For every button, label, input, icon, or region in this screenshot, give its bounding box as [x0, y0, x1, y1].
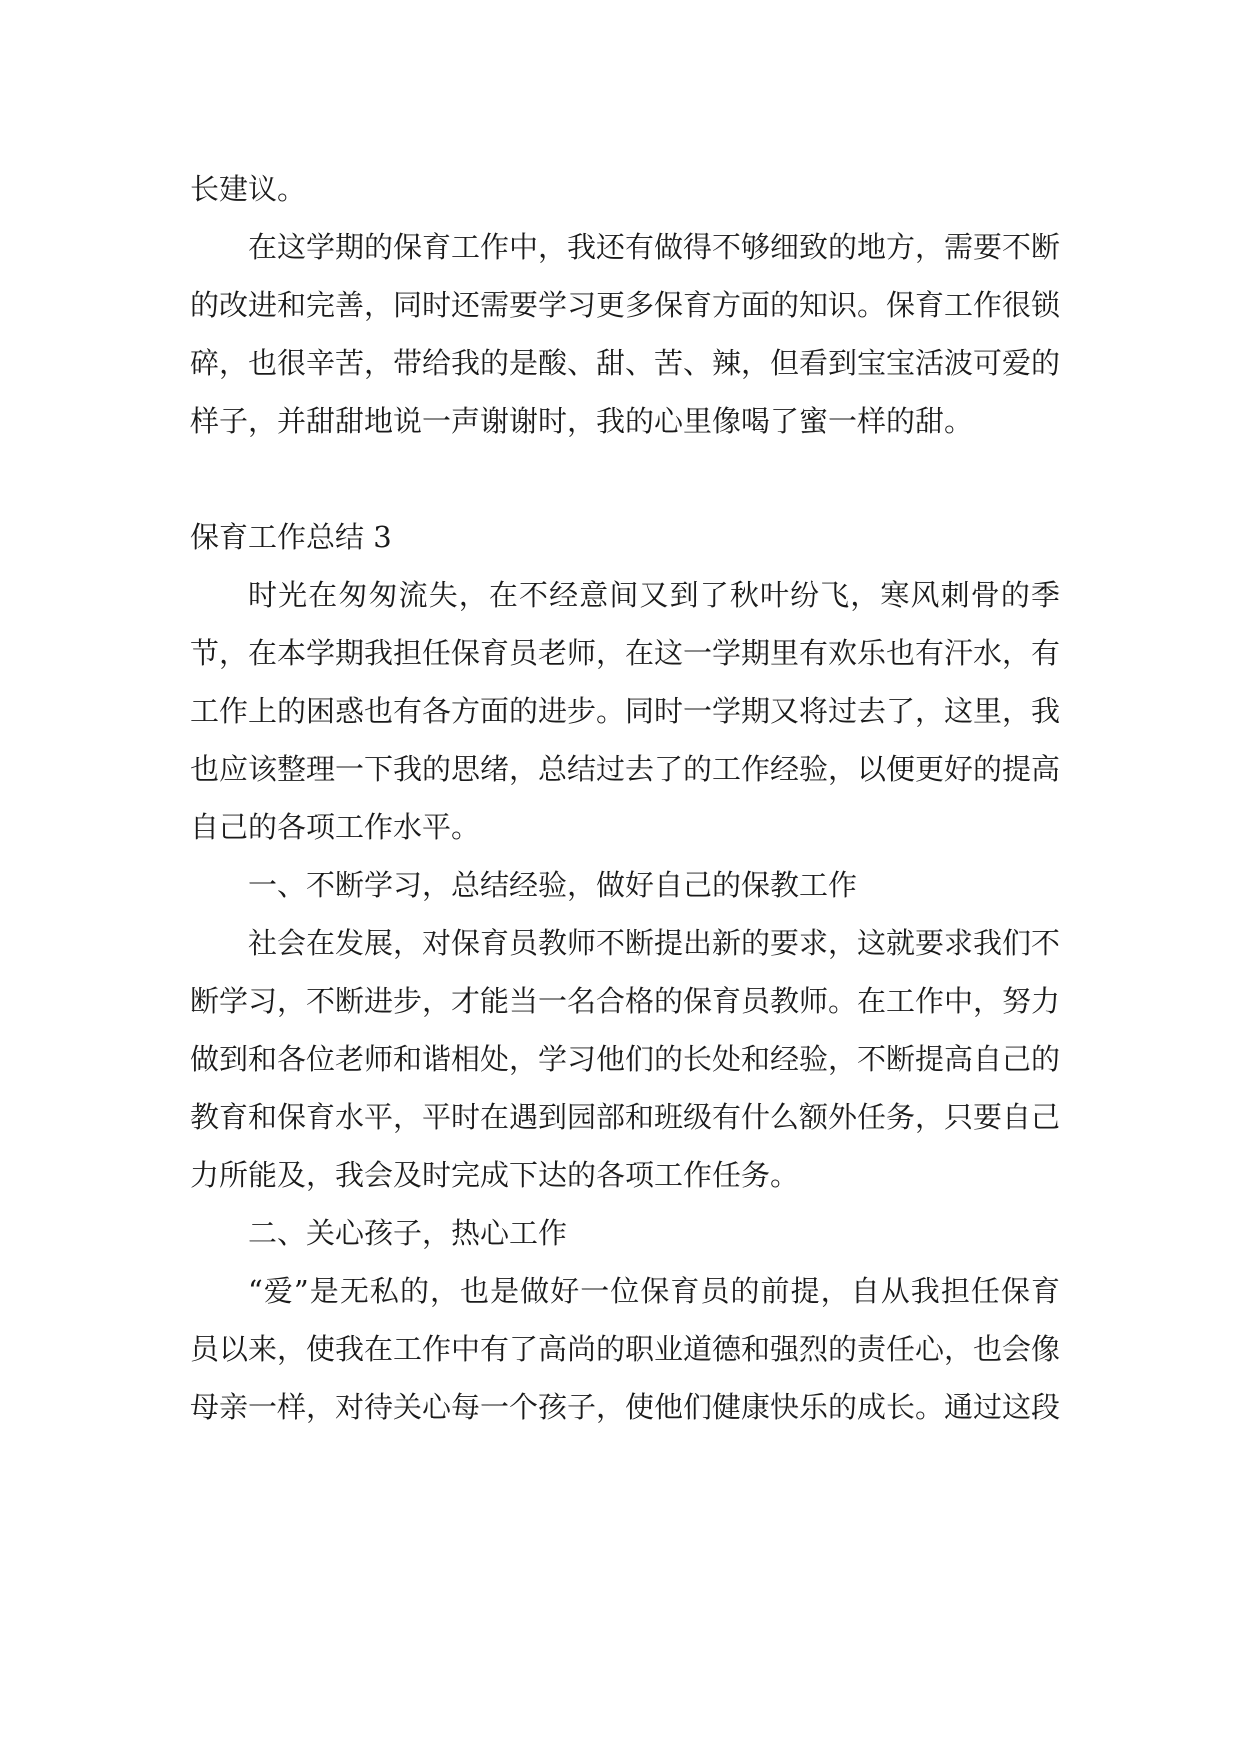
section-spacer — [190, 450, 1060, 508]
section-title: 保育工作总结 3 — [190, 520, 392, 554]
document-body — [190, 160, 1060, 1436]
paragraph-continuation: 长建议。 — [190, 172, 307, 206]
paragraph-intro: 时光在匆匆流失，在不经意间又到了秋叶纷飞，寒风刺骨的季节，在本学期我担任保育员老师，在这一学期里有欢乐也有汗水，有工作上的困惑也有各方面的进步。同时一学期又将过去了，这里，我也应该整理一下我的思绪，总结过去了的工作经验，以便更好的提高自己的各项工作水平。 — [190, 578, 1061, 844]
subheading-learning: 一、不断学习，总结经验，做好自己的保教工作 — [248, 868, 858, 902]
paragraph-improvement: 在这学期的保育工作中，我还有做得不够细致的地方，需要不断的改进和完善，同时还需要学习更多保育方面的知识。保育工作很锁碎，也很辛苦，带给我的是酸、甜、苦、辣，但看到宝宝活波可爱的样子，并甜甜地说一声谢谢时，我的心里像喝了蜜一样的甜。 — [190, 230, 1061, 438]
paragraph-learning: 社会在发展，对保育员教师不断提出新的要求，这就要求我们不断学习，不断进步，才能当一名合格的保育员教师。在工作中，努力做到和各位老师和谐相处，学习他们的长处和经验，不断提高自己的教育和保育水平，平时在遇到园部和班级有什么额外任务，只要自己力所能及，我会及时完成下达的各项工作任务。 — [190, 926, 1061, 1192]
paragraph-caring: “爱”是无私的，也是做好一位保育员的前提，自从我担任保育员以来，使我在工作中有了高尚的职业道德和强烈的责任心，也会像母亲一样，对待关心每一个孩子，使他们健康快乐的成长。通过这段 — [190, 1274, 1061, 1424]
subheading-caring: 二、关心孩子，热心工作 — [248, 1216, 568, 1250]
